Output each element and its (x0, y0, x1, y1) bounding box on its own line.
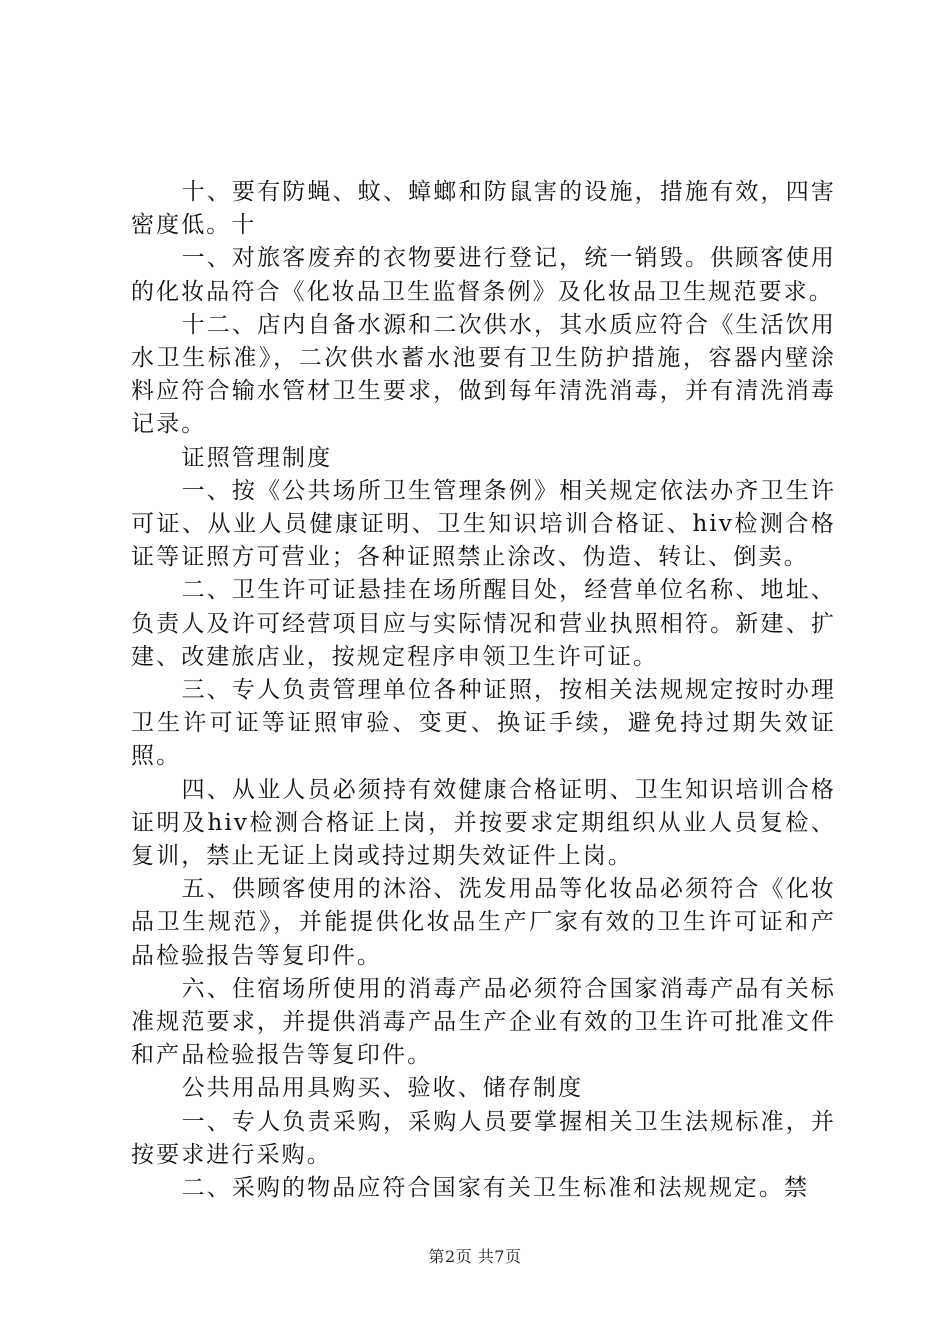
page-footer (0, 1244, 950, 1267)
paragraph-item-10: 十、要有防蝇、蚊、蟑螂和防鼠害的设施，措施有效，四害密度低。十 (131, 179, 836, 239)
paragraph-supplies-2: 二、采购的物品应符合国家有关卫生标准和法规规定。禁 (181, 1175, 810, 1202)
paragraph-item-11: 一、对旅客废弃的衣物要进行登记，统一销毁。供顾客使用的化妆品符合《化妆品卫生监督条例》及化妆品卫生规范要求。 (131, 245, 836, 305)
page-number-label: 第2页 共7页 (428, 1247, 522, 1266)
paragraph-license-5: 五、供顾客使用的沐浴、洗发用品等化妆品必须符合《化妆品卫生规范》，并能提供化妆品生产厂家有效的卫生许可证和产品检验报告等复印件。 (131, 876, 836, 969)
section-heading-public-supplies: 公共用品用具购买、验收、储存制度 (181, 1075, 584, 1102)
paragraph-supplies-1: 一、专人负责采购，采购人员要掌握相关卫生法规标准，并按要求进行采购。 (131, 1108, 836, 1168)
paragraph-license-4: 四、从业人员必须持有效健康合格证明、卫生知识培训合格证明及hiv检测合格证上岗，并按要求定期组织从业人员复检、复训，禁止无证上岗或持过期失效证件上岗。 (131, 776, 836, 870)
paragraph-license-1: 一、按《公共场所卫生管理条例》相关规定依法办齐卫生许可证、从业人员健康证明、卫生知识培训合格证、hiv检测合格证等证照方可营业；各种证照禁止涂改、伪造、转让、倒卖。 (131, 477, 836, 571)
document-body (131, 176, 836, 1205)
section-heading-license-management: 证照管理制度 (181, 444, 333, 471)
paragraph-license-2: 二、卫生许可证悬挂在场所醒目处，经营单位名称、地址、负责人及许可经营项目应与实际情况和营业执照相符。新建、扩建、改建旅店业，按规定程序申领卫生许可证。 (131, 577, 836, 670)
paragraph-license-6: 六、住宿场所使用的消毒产品必须符合国家消毒产品有关标准规范要求，并提供消毒产品生产企业有效的卫生许可批准文件和产品检验报告等复印件。 (131, 975, 836, 1069)
paragraph-license-3: 三、专人负责管理单位各种证照，按相关法规规定按时办理卫生许可证等证照审验、变更、换证手续，避免持过期失效证照。 (131, 677, 836, 770)
paragraph-item-12: 十二、店内自备水源和二次供水，其水质应符合《生活饮用水卫生标准》，二次供水蓄水池要有卫生防护措施，容器内壁涂料应符合输水管材卫生要求，做到每年清洗消毒，并有清洗消毒记录。 (131, 311, 836, 438)
